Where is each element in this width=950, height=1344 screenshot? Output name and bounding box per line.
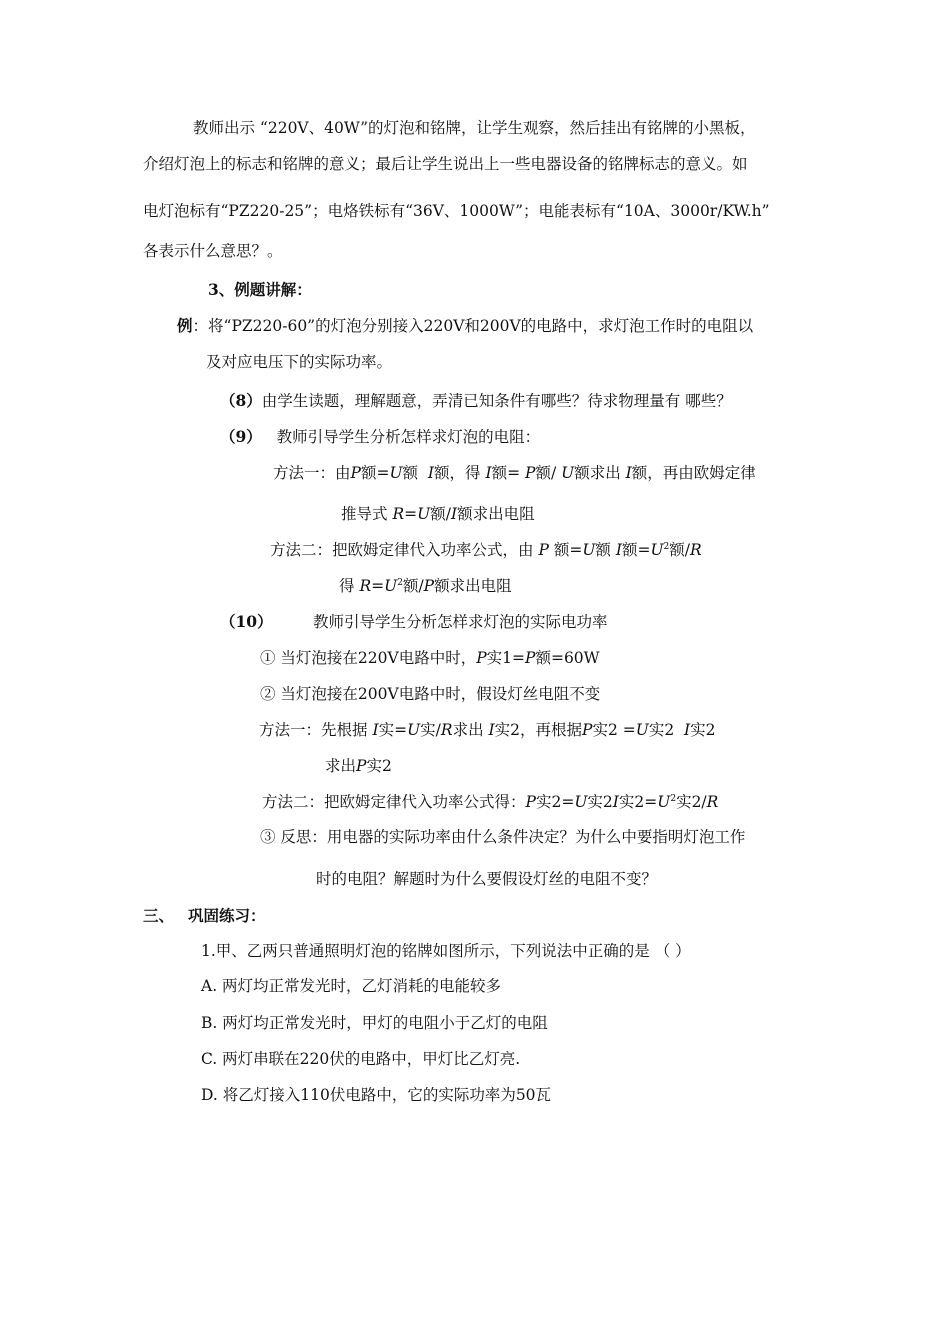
formula-text: 额=	[548, 541, 583, 559]
formula-text: 方法二：把欧姆定律代入功率公式，由	[270, 541, 534, 559]
formula-text: 实/	[420, 721, 441, 739]
step-10-method-1-line-2	[325, 755, 392, 777]
question-1-option-c: C. 两灯串联在220伏的电路中，甲灯比乙灯亮.	[201, 1050, 521, 1068]
formula-text: 额/	[669, 541, 691, 559]
step-8-text: 由学生读题，理解题意，弄清已知条件有哪些？待求物理量有 哪些？	[261, 392, 732, 410]
var-p: P	[525, 649, 536, 667]
formula-text: 推导式	[341, 505, 388, 523]
var-u: U	[417, 505, 431, 523]
step-9-method-2-line-2: 得 $R=U^2$额/P额求出电阻	[339, 577, 512, 595]
formula-text: 额	[402, 464, 423, 482]
var-u: U	[657, 793, 671, 811]
var-u: U	[574, 793, 588, 811]
formula-text: 额，得	[434, 464, 486, 482]
exponent: 2	[663, 541, 670, 552]
var-u: U	[582, 541, 596, 559]
formula-text: ① 当灯泡接在220V电路中时，	[260, 649, 477, 667]
step-9-method-2-line-1	[270, 539, 702, 561]
var-p: P	[356, 757, 367, 775]
intro-line-1: 教师出示 “220V、40W”的灯泡和铭牌，让学生观察，然后挂出有铭牌的小黑板，	[193, 119, 756, 137]
formula-text: 实2 =	[592, 721, 636, 739]
formula-text: 实2=	[618, 793, 658, 811]
intro-line-3: 电灯泡标有“PZ220-25”；电烙铁标有“36V、1000W”；电能表标有“10A、3000r/KW.h”	[143, 202, 770, 220]
formula-text: 额求出	[574, 464, 621, 482]
formula-text: 额=60W	[535, 649, 600, 667]
formula-text: 额/	[402, 577, 424, 595]
formula-text: 方法一：先根据	[259, 721, 368, 739]
var-i: I	[612, 793, 619, 811]
formula-text: 实2=	[535, 793, 575, 811]
step-9-text: 教师引导学生分析怎样求灯泡的电阻：	[276, 428, 541, 446]
var-p: P	[350, 464, 361, 482]
step-10-number: （10）	[220, 612, 273, 631]
var-u: U	[635, 721, 649, 739]
var-i: I	[485, 464, 492, 482]
var-r: R	[359, 577, 372, 595]
var-p: P	[538, 541, 549, 559]
question-1-option-a: A. 两灯均正常发光时，乙灯消耗的电能较多	[201, 977, 502, 995]
formula-text: 方法二：把欧姆定律代入功率公式得：	[262, 793, 526, 811]
formula-text: 求出	[452, 721, 484, 739]
step-9-method-1-line-2: 推导式 R=U额/I额求出电阻	[341, 505, 535, 523]
var-i: I	[488, 721, 495, 739]
step-10-text: 教师引导学生分析怎样求灯泡的实际电功率	[313, 613, 608, 631]
formula-text: 方法一：由	[273, 464, 351, 482]
formula-text: 额=	[621, 541, 651, 559]
formula-text: 实2/	[676, 793, 707, 811]
formula-text: 额	[595, 541, 611, 559]
step-10-case-1	[260, 647, 600, 669]
formula-text: 额=	[491, 464, 521, 482]
step-10	[220, 611, 273, 633]
step-10-case-3-line-2: 时的电阻？解题时为什么要假设灯丝的电阻不变？	[316, 870, 658, 888]
formula-text: 得	[339, 577, 355, 595]
formula-text: 额=	[360, 464, 390, 482]
var-i: I	[427, 464, 435, 482]
formula-text: 额，再由欧姆定律	[631, 464, 756, 482]
formula-text: 求出	[325, 757, 357, 775]
var-p: P	[423, 577, 435, 595]
var-r: R	[690, 541, 702, 559]
section-three-heading: 巩固练习：	[188, 906, 266, 925]
example-label: 例	[177, 316, 193, 335]
var-u: U	[384, 577, 398, 595]
var-i: I	[372, 721, 379, 739]
formula-text: 实=	[378, 721, 408, 739]
formula-text: 额/	[430, 505, 451, 523]
formula-text: 实2	[690, 721, 716, 739]
var-r: R	[392, 505, 405, 523]
intro-line-2: 介绍灯泡上的标志和铭牌的意义；最后让学生说出上一些电器设备的铭牌标志的意义。如	[143, 155, 748, 173]
var-p: P	[525, 464, 536, 482]
var-r: R	[706, 793, 719, 811]
example-line-2: 及对应电压下的实际功率。	[206, 353, 393, 371]
formula-text: 额/	[535, 464, 562, 482]
step-9	[220, 426, 540, 448]
step-8-number: （8）	[220, 391, 262, 410]
question-1-stem: 1.甲、乙两只普通照明灯泡的铭牌如图所示，下列说法中正确的是 （ ）	[201, 942, 691, 960]
exponent: 2	[397, 577, 403, 588]
var-i: I	[684, 721, 691, 739]
formula-text: 额求出电阻	[434, 577, 512, 595]
formula-text: 实2	[366, 757, 392, 775]
question-1-option-d: D. 将乙灯接入110伏电路中，它的实际功率为50瓦	[201, 1086, 552, 1104]
formula-text: 实1=	[486, 649, 526, 667]
formula-text: 实2	[587, 793, 613, 811]
step-10-method-2	[262, 791, 718, 813]
var-p: P	[525, 793, 536, 811]
formula-text: 额求出电阻	[457, 505, 535, 523]
question-1-option-b: B. 两灯均正常发光时，甲灯的电阻小于乙灯的电阻	[201, 1014, 548, 1032]
step-10-case-2: ② 当灯泡接在200V电路中时，假设灯丝电阻不变	[260, 685, 601, 703]
var-i: I	[625, 464, 632, 482]
example-line-1	[177, 315, 753, 337]
var-u: U	[407, 721, 421, 739]
formula-text: 实2	[648, 721, 680, 739]
var-u: U	[561, 464, 575, 482]
var-p: P	[582, 721, 593, 739]
formula-text: 实2，再根据	[494, 721, 583, 739]
section-3-heading: 3、例题讲解：	[208, 280, 312, 299]
var-i: I	[450, 505, 458, 523]
example-text-1: ：将“PZ220-60”的灯泡分别接入220V和200V的电路中，求灯泡工作时的电阻以	[192, 317, 754, 335]
exponent: 2	[670, 793, 677, 804]
intro-line-4: 各表示什么意思？。	[143, 242, 283, 260]
step-10-method-1-line-1	[259, 719, 716, 741]
section-three-number: 三、	[143, 906, 175, 925]
var-i: I	[615, 541, 622, 559]
step-9-method-1-line-1	[273, 462, 756, 484]
var-r: R	[440, 721, 453, 739]
var-u: U	[650, 541, 664, 559]
var-u: U	[389, 464, 403, 482]
step-9-number: （9）	[220, 427, 262, 446]
step-8	[220, 390, 732, 412]
step-10-case-3-line-1: ③ 反思：用电器的实际功率由什么条件决定？为什么中要指明灯泡工作	[260, 828, 746, 846]
var-p: P	[476, 649, 487, 667]
